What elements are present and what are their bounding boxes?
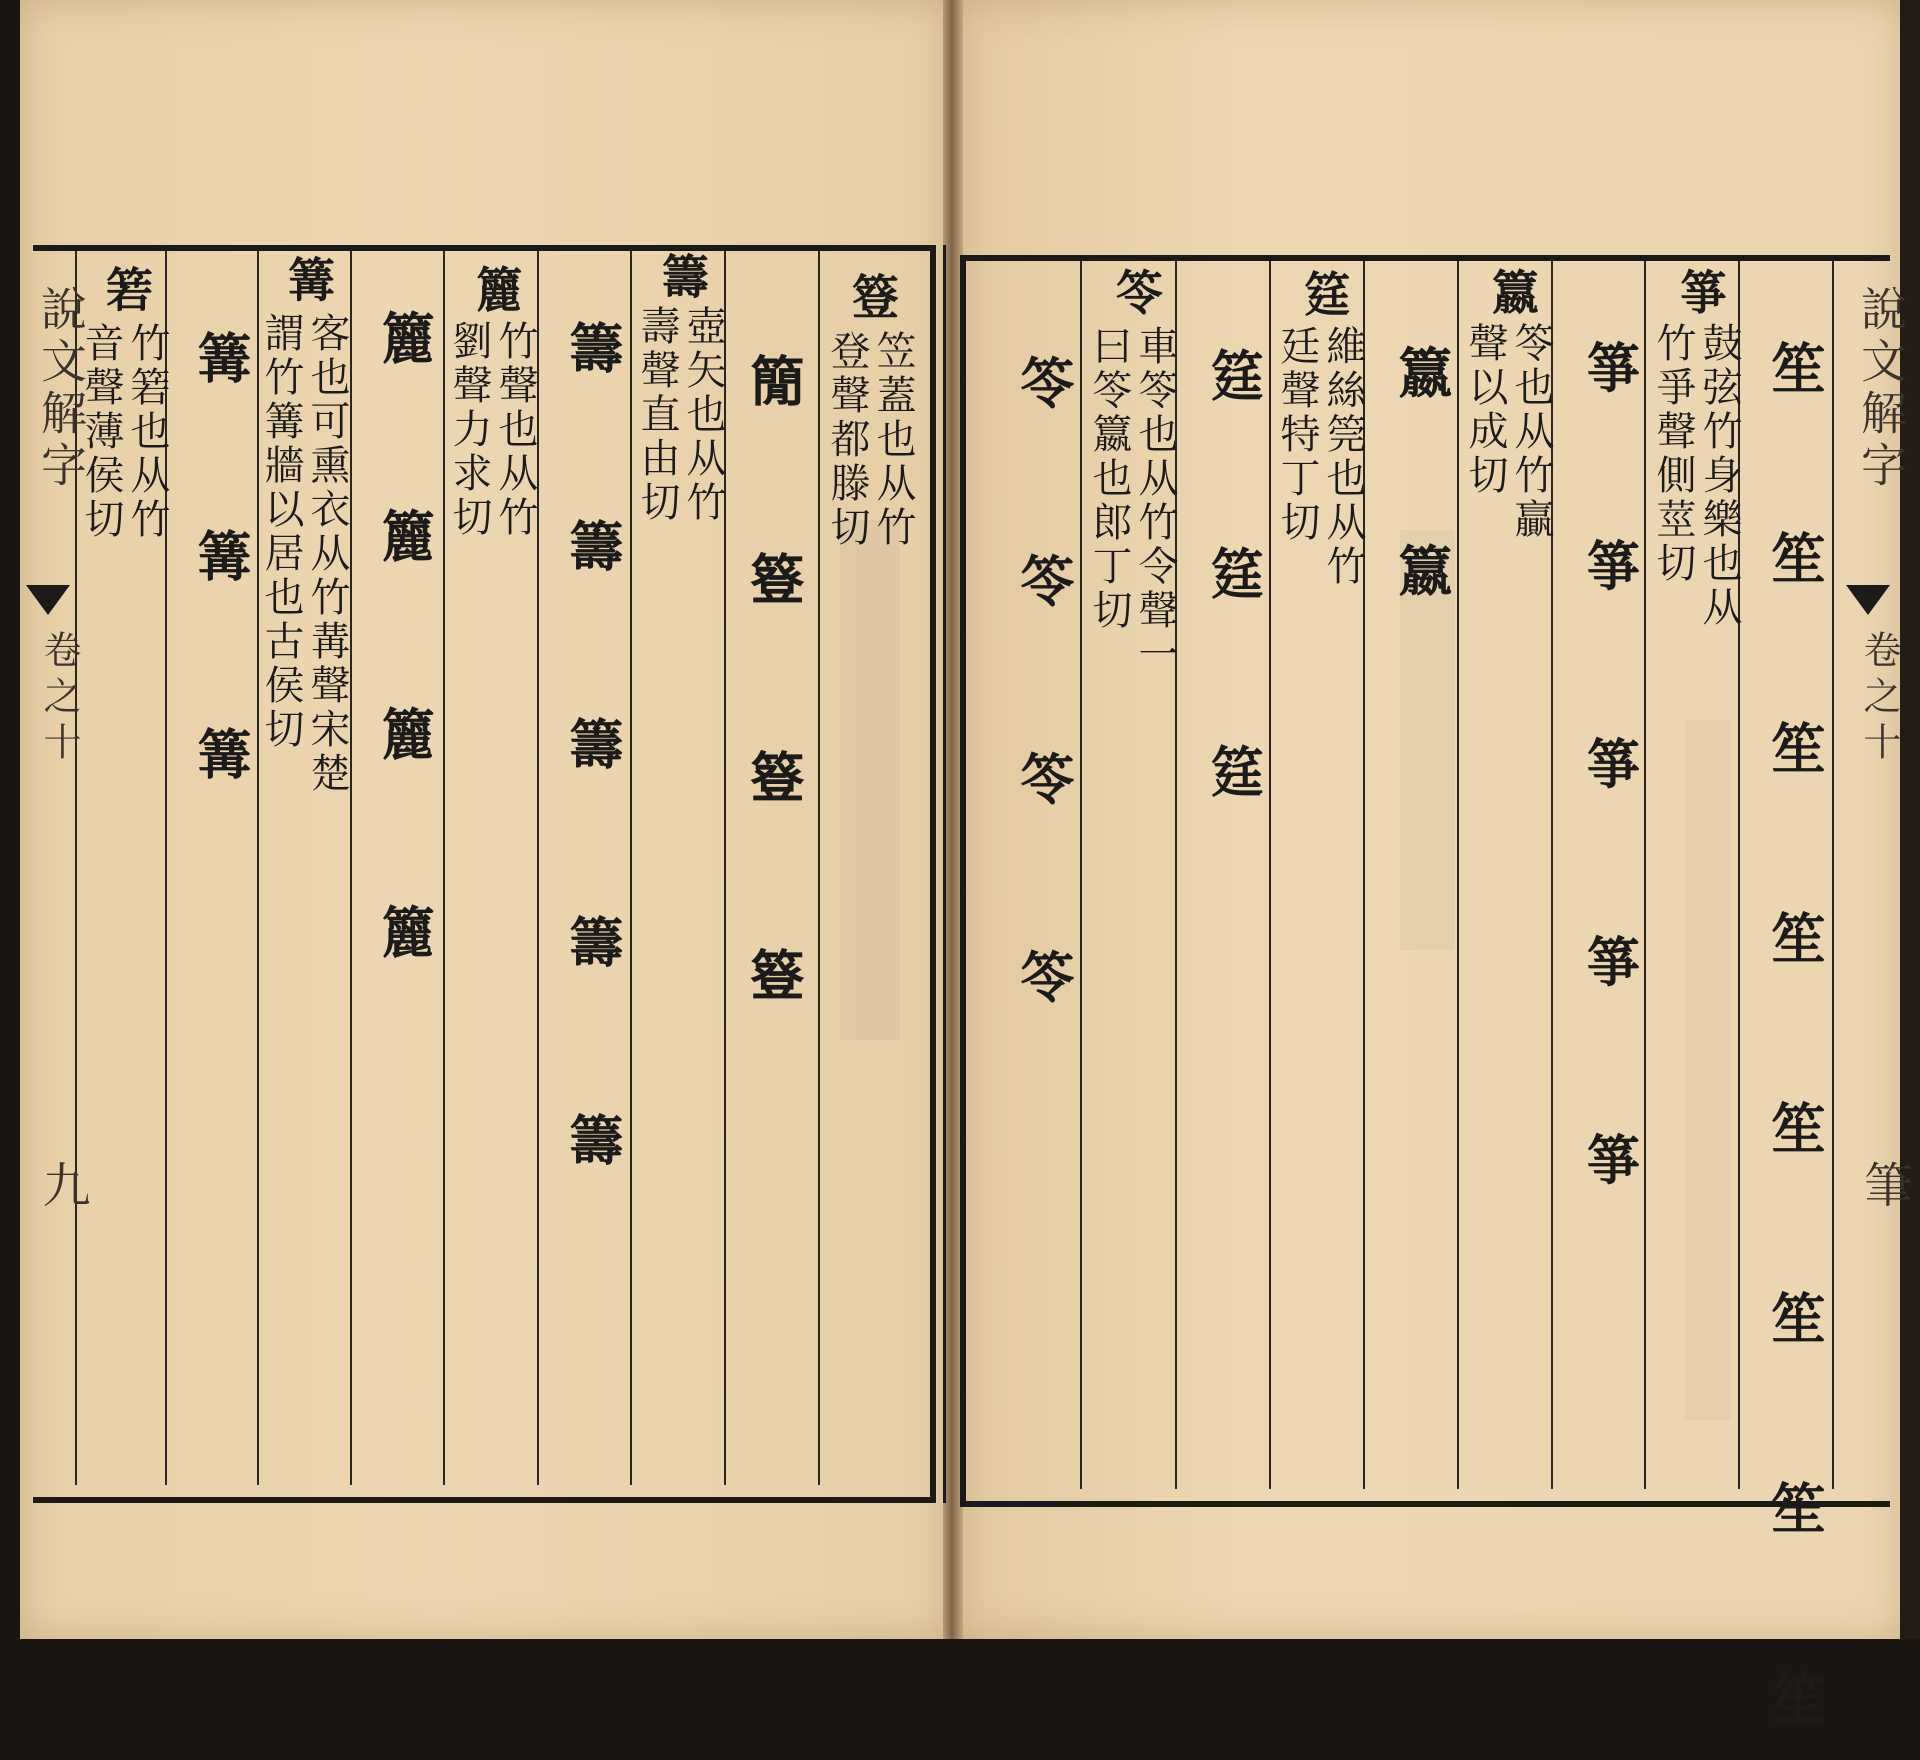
gloss-line: 登聲都滕切	[824, 330, 870, 550]
seal-script-forms: 筳 筳 筳	[1202, 348, 1266, 838]
chapter-label: 卷之十	[1857, 630, 1901, 768]
entry-gloss	[1462, 322, 1554, 652]
book-title: 說文解字	[1854, 285, 1908, 493]
book-title: 說文解字	[34, 285, 88, 493]
gloss-line: 竹爭聲側莖切	[1650, 322, 1696, 586]
gloss-line: 曰笭籝也郎丁切	[1086, 325, 1132, 633]
entry-head-char: 箏	[1672, 268, 1727, 319]
seal-script-forms: 箏 箏 箏 箏 箏	[1578, 340, 1642, 1226]
entry-gloss	[1650, 322, 1742, 742]
gloss-line: 劉聲力求切	[446, 320, 492, 540]
fishtail-mark	[1846, 585, 1890, 615]
page-edge	[1900, 0, 1920, 1639]
column-rule	[818, 251, 820, 1485]
page-number: 筆	[1856, 1160, 1912, 1208]
entry-gloss	[78, 322, 170, 682]
entry-head-char: 籌	[654, 252, 709, 303]
gloss-line: 竹聲也从竹	[492, 320, 538, 540]
entry-gloss	[446, 320, 538, 680]
gloss-line: 竹箬也从竹	[124, 322, 170, 542]
seal-script-forms: 篝 篝 篝	[189, 330, 253, 820]
entry-head-char: 笭	[1108, 268, 1163, 319]
gloss-line: 壺矢也从竹	[680, 305, 726, 525]
gloss-line: 鼓弦竹身樂也从	[1696, 322, 1742, 630]
gloss-line: 謂竹篝牆以居也古侯切	[258, 312, 304, 752]
fishtail-mark	[26, 585, 70, 615]
entry-gloss	[824, 330, 916, 690]
gloss-line: 笠蓋也从竹	[870, 330, 916, 550]
seal-script-forms: 𥳑 簦 簦 簦	[745, 355, 809, 1043]
entry-gloss	[634, 305, 726, 665]
seal-script-forms: 籭 籭 籭 籭	[373, 310, 437, 998]
entry-head-char: 籭	[468, 265, 523, 316]
entry-gloss	[258, 312, 350, 952]
gloss-line: 笭也从竹贏	[1508, 322, 1554, 542]
entry-head-char: 簦	[844, 272, 899, 323]
entry-head-char: 筳	[1296, 270, 1351, 321]
gloss-line: 客也可熏衣从竹冓聲宋楚	[304, 312, 350, 796]
entry-head-char: 篝	[280, 255, 335, 306]
frame-border	[943, 245, 946, 1503]
frame-border	[960, 255, 966, 1507]
seal-script-forms: 笙 笙 笙 笙 笙 笙 笙 笙	[1763, 340, 1827, 1760]
bleed-through	[1685, 720, 1730, 1420]
gloss-line: 車笭也从竹令聲一	[1132, 325, 1178, 677]
entry-head-char: 籝	[1484, 268, 1539, 319]
column-rule	[350, 251, 352, 1485]
entry-head-char: 箬	[98, 265, 153, 316]
gloss-line: 聲以成切	[1462, 322, 1508, 498]
gloss-line: 維絲筦也从竹	[1320, 325, 1366, 589]
chapter-label: 卷之十	[37, 630, 81, 768]
entry-gloss	[1274, 325, 1366, 685]
seal-script-forms: 笭 笭 笭 笭	[1012, 355, 1076, 1043]
page-number: 九	[34, 1160, 90, 1208]
gloss-line: 壽聲直由切	[634, 305, 680, 525]
entry-gloss	[1086, 325, 1178, 745]
frame-border	[930, 245, 936, 1503]
gloss-line: 廷聲特丁切	[1274, 325, 1320, 545]
seal-script-forms: 籝 籝	[1390, 345, 1454, 637]
gloss-line: 音聲薄侯切	[78, 322, 124, 542]
seal-script-forms: 籌 籌 籌 籌 籌	[561, 320, 625, 1206]
